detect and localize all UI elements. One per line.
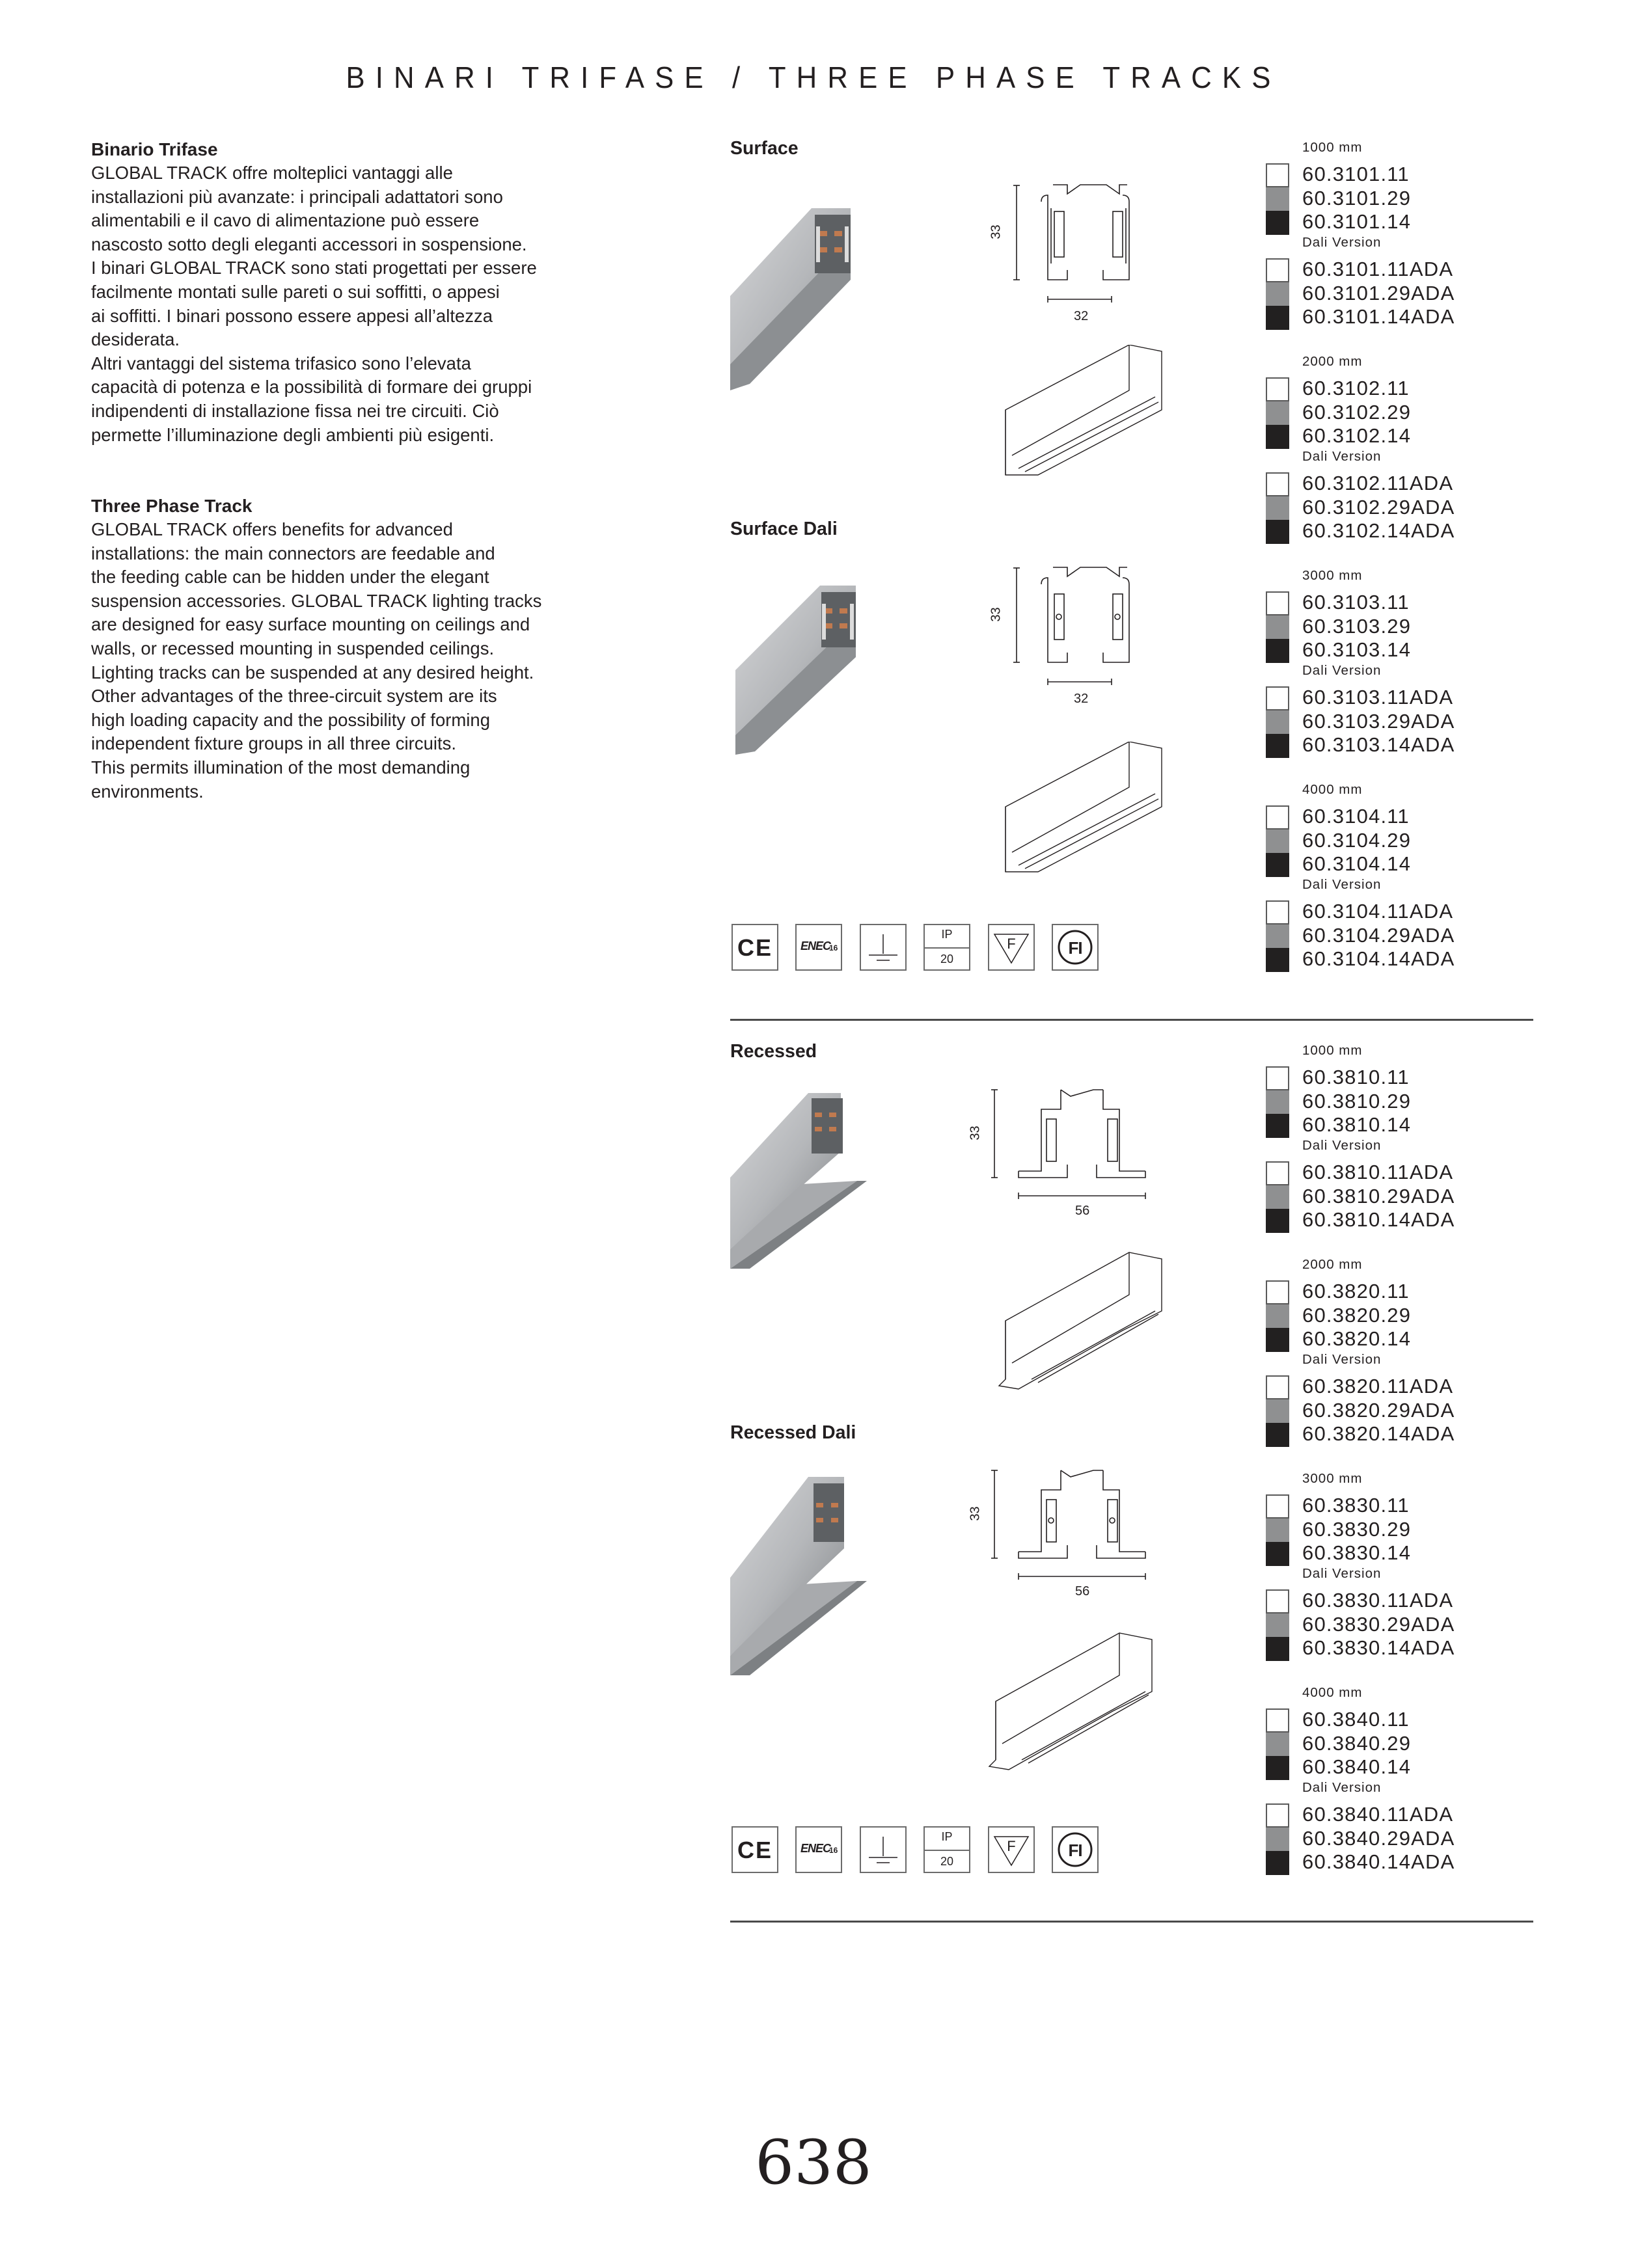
color-swatch-white <box>1266 591 1289 615</box>
code-row <box>1266 1708 1539 1733</box>
product-code: 60.3810.14 <box>1302 1113 1412 1136</box>
product-code: 60.3830.11 <box>1302 1494 1410 1517</box>
code-row <box>1266 1090 1539 1114</box>
certifications-row-recessed <box>731 1826 1135 1876</box>
color-swatch-white <box>1266 1708 1289 1733</box>
code-row <box>1266 1589 1539 1613</box>
intro-line: capacità di potenza e la possibilità di formare dei gruppi <box>91 377 532 398</box>
intro-line: facilmente montati sulle pareti o sui soffitti, o appesi <box>91 281 500 302</box>
recessed-dali-track-photo <box>730 1467 925 1675</box>
product-code: 60.3810.14ADA <box>1302 1208 1455 1231</box>
color-swatch-black <box>1266 1637 1289 1661</box>
surface-dali-isometric-drawing <box>999 742 1181 885</box>
color-swatch-grey <box>1266 830 1289 854</box>
color-swatch-black <box>1266 1423 1289 1447</box>
color-swatch-black <box>1266 1328 1289 1352</box>
dali-version-label: Dali Version <box>1302 1352 1382 1367</box>
product-code: 60.3810.29 <box>1302 1089 1412 1113</box>
length-label: 3000 mm <box>1302 568 1363 583</box>
product-code: 60.3104.29ADA <box>1302 923 1455 947</box>
ip-rating-icon: IP 20 <box>923 1826 970 1873</box>
surface-dali-track-photo <box>735 573 885 755</box>
product-code: 60.3830.14 <box>1302 1541 1412 1564</box>
ip-rating-icon: IP 20 <box>923 924 970 971</box>
product-code: 60.3103.14 <box>1302 638 1412 661</box>
code-row <box>1266 1637 1539 1661</box>
recessed-isometric-drawing <box>992 1249 1188 1392</box>
recessed-profile-drawing <box>963 1080 1184 1236</box>
length-label: 2000 mm <box>1302 1257 1363 1272</box>
intro-italian <box>91 138 612 447</box>
code-row <box>1266 187 1539 211</box>
intro-english-body <box>91 518 612 803</box>
ce-mark-icon: CE <box>731 1826 778 1873</box>
code-row <box>1266 639 1539 663</box>
color-swatch-black <box>1266 1756 1289 1780</box>
code-row <box>1266 1161 1539 1185</box>
color-swatch-white <box>1266 163 1289 187</box>
code-row <box>1266 1733 1539 1757</box>
color-swatch-white <box>1266 1589 1289 1613</box>
color-swatch-black <box>1266 425 1289 449</box>
color-swatch-white <box>1266 377 1289 401</box>
color-swatch-grey <box>1266 1304 1289 1329</box>
color-swatch-black <box>1266 639 1289 663</box>
surface-track-photo <box>730 195 880 390</box>
code-row <box>1266 1828 1539 1852</box>
intro-line: desiderata. <box>91 329 180 350</box>
section-heading-recessed-dali: Recessed Dali <box>730 1422 856 1443</box>
code-row <box>1266 686 1539 710</box>
code-row <box>1266 306 1539 330</box>
length-label: 4000 mm <box>1302 1685 1363 1700</box>
enec-mark-icon: ENEC 16 <box>795 924 842 971</box>
product-code: 60.3102.29ADA <box>1302 495 1455 519</box>
ground-symbol-icon <box>860 1826 907 1873</box>
surface-height-dim: 33 <box>989 224 1004 239</box>
color-swatch-black <box>1266 211 1289 235</box>
code-row <box>1266 1423 1539 1447</box>
code-row <box>1266 1066 1539 1090</box>
product-code: 60.3820.29 <box>1302 1303 1412 1327</box>
surface-isometric-drawing <box>999 345 1181 488</box>
intro-line: ai soffitti. I binari possono essere appesi all’altezza <box>91 305 493 326</box>
recessed-dali-width-dim: 56 <box>1075 1584 1090 1599</box>
product-code: 60.3103.11ADA <box>1302 686 1454 709</box>
code-row <box>1266 1185 1539 1209</box>
intro-line: the feeding cable can be hidden under the elegant <box>91 567 489 587</box>
length-label: 1000 mm <box>1302 1043 1363 1058</box>
code-row <box>1266 900 1539 925</box>
code-row <box>1266 1209 1539 1233</box>
code-row <box>1266 1280 1539 1304</box>
color-swatch-white <box>1266 1803 1289 1828</box>
color-swatch-black <box>1266 853 1289 877</box>
product-code: 60.3840.11 <box>1302 1708 1410 1731</box>
ce-mark-icon: CE <box>731 924 778 971</box>
color-swatch-white <box>1266 258 1289 282</box>
intro-line: environments. <box>91 781 204 802</box>
color-swatch-grey <box>1266 1090 1289 1114</box>
product-code: 60.3102.14 <box>1302 424 1412 447</box>
surface-profile-drawing <box>976 176 1165 332</box>
recessed-height-dim: 33 <box>968 1126 983 1141</box>
code-row <box>1266 925 1539 949</box>
surface-dali-width-dim: 32 <box>1074 692 1089 706</box>
product-code: 60.3840.11ADA <box>1302 1803 1454 1826</box>
intro-line: are designed for easy surface mounting on ceilings and <box>91 614 530 635</box>
section-heading-surface-dali: Surface Dali <box>730 519 838 539</box>
product-code: 60.3101.14ADA <box>1302 305 1455 328</box>
intro-line: suspension accessories. GLOBAL TRACK lighting tracks <box>91 590 542 611</box>
length-label: 4000 mm <box>1302 782 1363 797</box>
intro-english <box>91 494 612 803</box>
code-row <box>1266 472 1539 496</box>
product-code: 60.3840.14 <box>1302 1755 1412 1778</box>
code-row <box>1266 710 1539 735</box>
dali-version-label: Dali Version <box>1302 1780 1382 1795</box>
surface-dali-profile-drawing <box>976 558 1165 714</box>
color-swatch-white <box>1266 900 1289 925</box>
code-row <box>1266 615 1539 640</box>
product-code: 60.3810.11ADA <box>1302 1161 1454 1183</box>
code-row <box>1266 1114 1539 1138</box>
product-code: 60.3103.14ADA <box>1302 733 1455 756</box>
product-code: 60.3830.29ADA <box>1302 1612 1455 1636</box>
code-row <box>1266 1851 1539 1875</box>
product-code: 60.3820.14ADA <box>1302 1422 1455 1445</box>
color-swatch-black <box>1266 1851 1289 1875</box>
length-label: 3000 mm <box>1302 1471 1363 1486</box>
product-code: 60.3104.14 <box>1302 852 1412 875</box>
color-swatch-black <box>1266 948 1289 972</box>
intro-line: walls, or recessed mounting in suspended ceilings. <box>91 638 495 658</box>
color-swatch-grey <box>1266 925 1289 949</box>
intro-italian-body <box>91 161 612 447</box>
color-swatch-black <box>1266 1542 1289 1566</box>
product-code: 60.3104.11 <box>1302 805 1410 828</box>
color-swatch-white <box>1266 805 1289 830</box>
code-row <box>1266 1756 1539 1780</box>
product-code: 60.3820.11ADA <box>1302 1375 1454 1397</box>
product-code: 60.3840.14ADA <box>1302 1850 1455 1873</box>
intro-line: I binari GLOBAL TRACK sono stati progettati per essere <box>91 258 537 278</box>
color-swatch-black <box>1266 734 1289 758</box>
color-swatch-black <box>1266 306 1289 330</box>
color-swatch-grey <box>1266 187 1289 211</box>
product-code: 60.3101.11ADA <box>1302 258 1454 280</box>
product-code: 60.3840.29ADA <box>1302 1826 1455 1850</box>
length-label: 2000 mm <box>1302 354 1363 369</box>
section-heading-recessed: Recessed <box>730 1041 817 1062</box>
intro-line: alimentabili e il cavo di alimentazione può essere <box>91 210 480 231</box>
product-code: 60.3102.11ADA <box>1302 472 1454 494</box>
f-mark-icon: F <box>988 1826 1035 1873</box>
intro-line: permette l’illuminazione degli ambienti più esigenti. <box>91 424 495 445</box>
ground-symbol-icon <box>860 924 907 971</box>
section-divider <box>730 1921 1533 1923</box>
recessed-dali-profile-drawing <box>963 1461 1184 1617</box>
dali-version-label: Dali Version <box>1302 1566 1382 1581</box>
color-swatch-black <box>1266 520 1289 544</box>
color-swatch-grey <box>1266 1185 1289 1209</box>
code-row <box>1266 1494 1539 1519</box>
product-code: 60.3840.29 <box>1302 1731 1412 1755</box>
product-code: 60.3102.11 <box>1302 377 1410 399</box>
product-code: 60.3104.11ADA <box>1302 900 1454 923</box>
code-row <box>1266 1519 1539 1543</box>
color-swatch-black <box>1266 1209 1289 1233</box>
intro-line: This permits illumination of the most demanding <box>91 757 471 777</box>
code-row <box>1266 377 1539 401</box>
code-row <box>1266 1542 1539 1566</box>
recessed-dali-isometric-drawing <box>983 1630 1178 1776</box>
fi-mark-icon: FI <box>1052 924 1099 971</box>
code-row <box>1266 853 1539 877</box>
code-row <box>1266 1399 1539 1424</box>
product-code: 60.3101.11 <box>1302 163 1410 185</box>
color-swatch-grey <box>1266 1828 1289 1852</box>
intro-english-heading: Three Phase Track <box>91 496 253 516</box>
intro-line: installazioni più avanzate: i principali adattatori sono <box>91 186 503 207</box>
section-heading-surface: Surface <box>730 138 799 159</box>
code-row <box>1266 401 1539 425</box>
surface-width-dim: 32 <box>1074 309 1089 323</box>
product-code: 60.3810.29ADA <box>1302 1184 1455 1208</box>
code-row <box>1266 830 1539 854</box>
recessed-track-photo <box>730 1087 925 1269</box>
product-code: 60.3810.11 <box>1302 1066 1410 1088</box>
color-swatch-white <box>1266 1066 1289 1090</box>
product-code: 60.3103.29 <box>1302 614 1412 638</box>
fi-mark-icon: FI <box>1052 1826 1099 1873</box>
section-divider <box>730 1019 1533 1021</box>
product-code: 60.3104.29 <box>1302 828 1412 852</box>
color-swatch-white <box>1266 686 1289 710</box>
product-code: 60.3820.29ADA <box>1302 1398 1455 1422</box>
intro-line: indipendenti di installazione fissa nei tre circuiti. Ciò <box>91 400 499 421</box>
intro-line: nascosto sotto degli eleganti accessori in sospensione. <box>91 234 527 254</box>
product-code: 60.3101.29 <box>1302 186 1412 209</box>
intro-line: Other advantages of the three-circuit system are its <box>91 686 497 707</box>
code-row <box>1266 805 1539 830</box>
color-swatch-white <box>1266 1375 1289 1399</box>
product-code: 60.3103.11 <box>1302 591 1410 614</box>
color-swatch-white <box>1266 472 1289 496</box>
dali-version-label: Dali Version <box>1302 235 1382 250</box>
product-code: 60.3102.14ADA <box>1302 519 1455 542</box>
intro-line: Lighting tracks can be suspended at any desired height. <box>91 662 534 682</box>
color-swatch-grey <box>1266 496 1289 520</box>
dali-version-label: Dali Version <box>1302 663 1382 678</box>
color-swatch-grey <box>1266 1733 1289 1757</box>
color-swatch-grey <box>1266 710 1289 735</box>
color-swatch-black <box>1266 1114 1289 1138</box>
enec-mark-icon: ENEC 16 <box>795 1826 842 1873</box>
product-code: 60.3820.14 <box>1302 1327 1412 1350</box>
intro-line: installations: the main connectors are feedable and <box>91 543 495 563</box>
product-code: 60.3830.11ADA <box>1302 1589 1454 1612</box>
code-row <box>1266 163 1539 187</box>
recessed-width-dim: 56 <box>1075 1204 1090 1218</box>
page-number: 638 <box>755 2127 872 2198</box>
product-code: 60.3104.14ADA <box>1302 947 1455 970</box>
code-row <box>1266 1613 1539 1638</box>
code-row <box>1266 1375 1539 1399</box>
code-row <box>1266 948 1539 972</box>
dali-version-label: Dali Version <box>1302 877 1382 892</box>
code-row <box>1266 496 1539 520</box>
code-row <box>1266 1803 1539 1828</box>
color-swatch-white <box>1266 1280 1289 1304</box>
product-code: 60.3103.29ADA <box>1302 709 1455 733</box>
color-swatch-grey <box>1266 401 1289 425</box>
intro-line: Altri vantaggi del sistema trifasico sono l’elevata <box>91 353 471 373</box>
product-code: 60.3102.29 <box>1302 400 1412 424</box>
product-code: 60.3830.14ADA <box>1302 1636 1455 1659</box>
color-swatch-grey <box>1266 1519 1289 1543</box>
color-swatch-grey <box>1266 615 1289 640</box>
code-row <box>1266 258 1539 282</box>
intro-italian-heading: Binario Trifase <box>91 139 218 159</box>
certifications-row-surface <box>731 924 1135 973</box>
surface-dali-height-dim: 33 <box>989 607 1004 622</box>
page-title: BINARI TRIFASE / THREE PHASE TRACKS <box>346 61 1281 94</box>
color-swatch-white <box>1266 1494 1289 1519</box>
code-row <box>1266 1304 1539 1329</box>
code-row <box>1266 734 1539 758</box>
code-row <box>1266 591 1539 615</box>
color-swatch-grey <box>1266 1613 1289 1638</box>
code-row <box>1266 520 1539 544</box>
product-code: 60.3101.14 <box>1302 210 1412 233</box>
dali-version-label: Dali Version <box>1302 1138 1382 1153</box>
product-code: 60.3820.11 <box>1302 1280 1410 1303</box>
code-row <box>1266 282 1539 306</box>
intro-line: GLOBAL TRACK offre molteplici vantaggi alle <box>91 163 453 183</box>
length-label: 1000 mm <box>1302 140 1363 155</box>
code-row <box>1266 425 1539 449</box>
color-swatch-white <box>1266 1161 1289 1185</box>
code-row <box>1266 1328 1539 1352</box>
color-swatch-grey <box>1266 282 1289 306</box>
color-swatch-grey <box>1266 1399 1289 1424</box>
f-mark-icon: F <box>988 924 1035 971</box>
intro-line: high loading capacity and the possibility of forming <box>91 709 491 730</box>
product-code: 60.3101.29ADA <box>1302 281 1455 304</box>
product-code: 60.3830.29 <box>1302 1517 1412 1541</box>
dali-version-label: Dali Version <box>1302 449 1382 464</box>
intro-line: independent fixture groups in all three circuits. <box>91 733 457 754</box>
recessed-dali-height-dim: 33 <box>968 1506 983 1521</box>
code-row <box>1266 211 1539 235</box>
intro-line: GLOBAL TRACK offers benefits for advanced <box>91 519 453 539</box>
